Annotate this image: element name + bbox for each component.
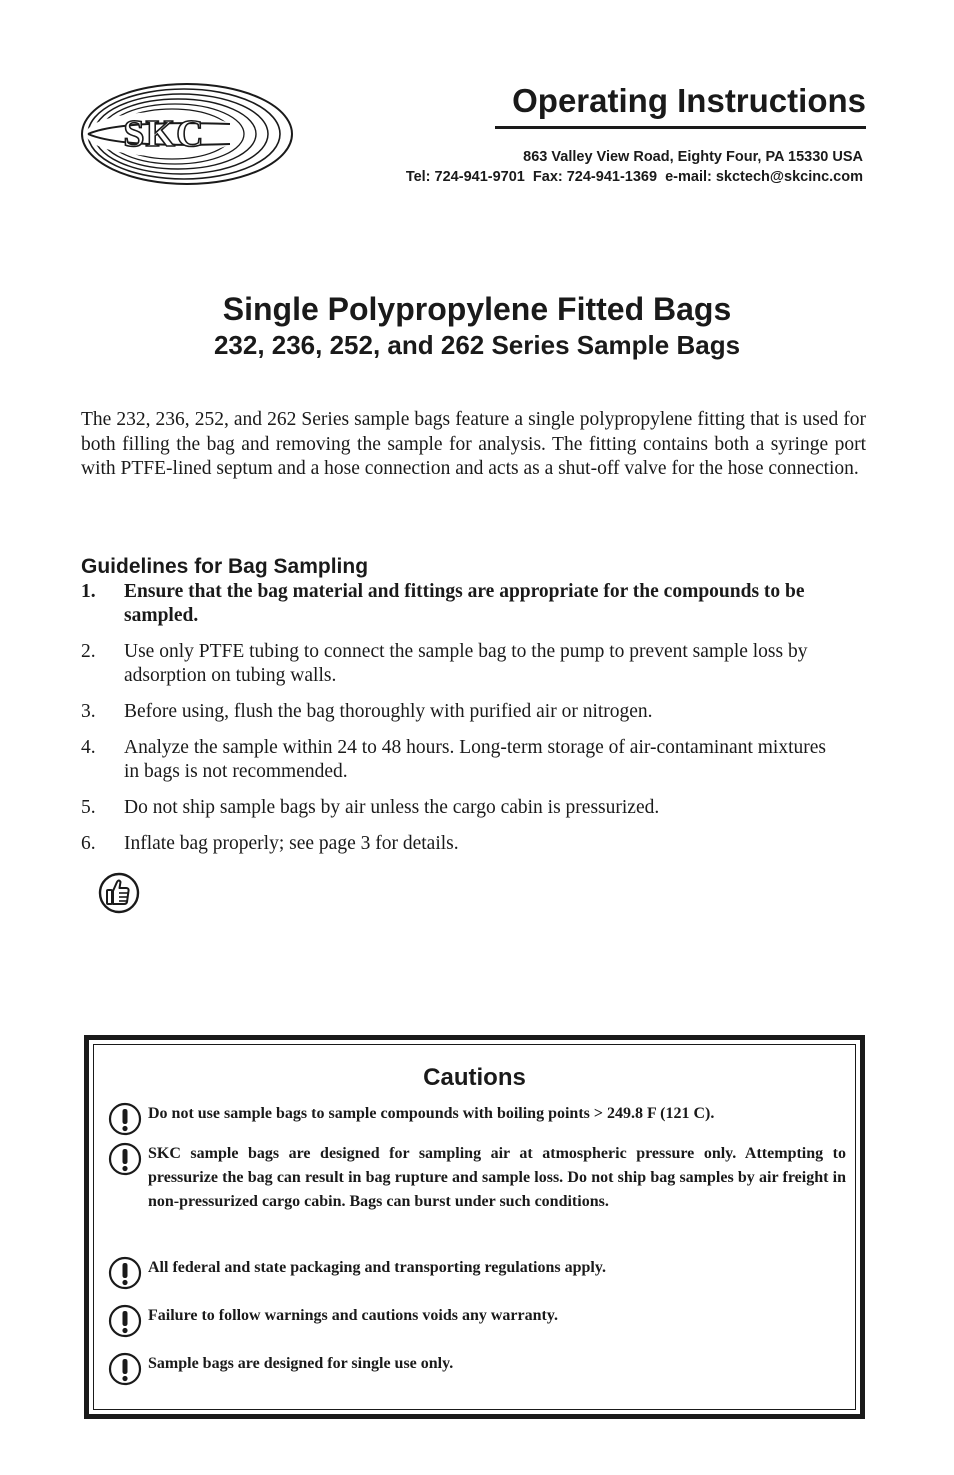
guideline-number: 4.: [81, 737, 96, 758]
exclamation-icon: [108, 1352, 142, 1386]
guideline-text: Before using, flush the bag thoroughly with purified air or nitrogen.: [124, 701, 653, 722]
exclamation-icon: [108, 1256, 142, 1290]
page-subtitle: 232, 236, 252, and 262 Series Sample Bags: [213, 330, 741, 360]
caution-text: Do not use sample bags to sample compounds with boiling points > 249.8 F (121 C).: [148, 1105, 715, 1122]
guideline-item: [81, 736, 841, 784]
guideline-text: Do not ship sample bags by air unless the cargo cabin is pressurized.: [124, 797, 660, 818]
exclamation-icon: [108, 1142, 142, 1176]
guideline-text: Use only PTFE tubing to connect the sample bag to the pump to prevent sample loss by adsorption on tubing walls.: [124, 641, 808, 686]
guideline-number: 5.: [81, 797, 96, 818]
exclamation-icon: [108, 1304, 142, 1338]
document-type-heading: Operating Instructions: [512, 82, 866, 119]
cautions-inner-frame: [93, 1044, 856, 1410]
guidelines-heading: Guidelines for Bag Sampling: [81, 555, 369, 578]
caution-item: [108, 1102, 846, 1126]
company-contact: Tel: 724-941-9701 Fax: 724-941-1369 e-mail: skctech@skcinc.com: [405, 169, 863, 185]
guideline-text: Analyze the sample within 24 to 48 hours. Long-term storage of air-contaminant mixtures in bags is not recommended.: [124, 737, 826, 782]
guideline-text: Inflate bag properly; see page 3 for details.: [124, 833, 459, 854]
caution-item: [108, 1304, 846, 1328]
guideline-item: [81, 832, 841, 856]
guideline-item: [81, 796, 841, 820]
caution-text: All federal and state packaging and transporting regulations apply.: [148, 1259, 606, 1276]
guidelines-list: [81, 580, 841, 868]
cautions-box: [84, 1035, 865, 1419]
guideline-number: 2.: [81, 641, 96, 662]
intro-paragraph: The 232, 236, 252, and 262 Series sample bags feature a single polypropylene fitting that is used for both filling the bag and removing the sample for analysis. The fitting contains both a syringe port with PTFE-lined septum and a hose connection and acts as a shut-off valve for the hose connection.: [81, 409, 866, 479]
svg-text:SKC: SKC: [123, 113, 205, 155]
caution-text: SKC sample bags are designed for sampling air at atmospheric pressure only. Attempting to pressurize the bag can result in bag rupture and sample loss. Do not ship bag samples by air freight in non-pressurized cargo cabin. Bags can burst under such conditions.: [148, 1145, 846, 1210]
caution-text: Failure to follow warnings and cautions voids any warranty.: [148, 1307, 558, 1324]
guideline-text: Ensure that the bag material and fittings are appropriate for the compounds to be sampled.: [124, 581, 805, 626]
guideline-number: 1.: [81, 581, 96, 602]
company-address: 863 Valley View Road, Eighty Four, PA 15330 USA: [523, 149, 863, 165]
caution-item: [108, 1256, 846, 1280]
thumbs-up-icon: [98, 872, 140, 914]
cautions-title: Cautions: [423, 1064, 526, 1091]
guideline-number: 6.: [81, 833, 96, 854]
page-title: Single Polypropylene Fitted Bags: [222, 291, 732, 327]
caution-item: [108, 1142, 846, 1214]
guideline-item: [81, 700, 841, 724]
exclamation-icon: [108, 1102, 142, 1136]
guideline-number: 3.: [81, 701, 96, 722]
guideline-item: [81, 580, 841, 628]
header-rule: [495, 126, 866, 129]
guideline-item: [81, 640, 841, 688]
skc-logo: [80, 82, 294, 186]
caution-text: Sample bags are designed for single use only.: [148, 1355, 454, 1372]
caution-item: [108, 1352, 846, 1376]
